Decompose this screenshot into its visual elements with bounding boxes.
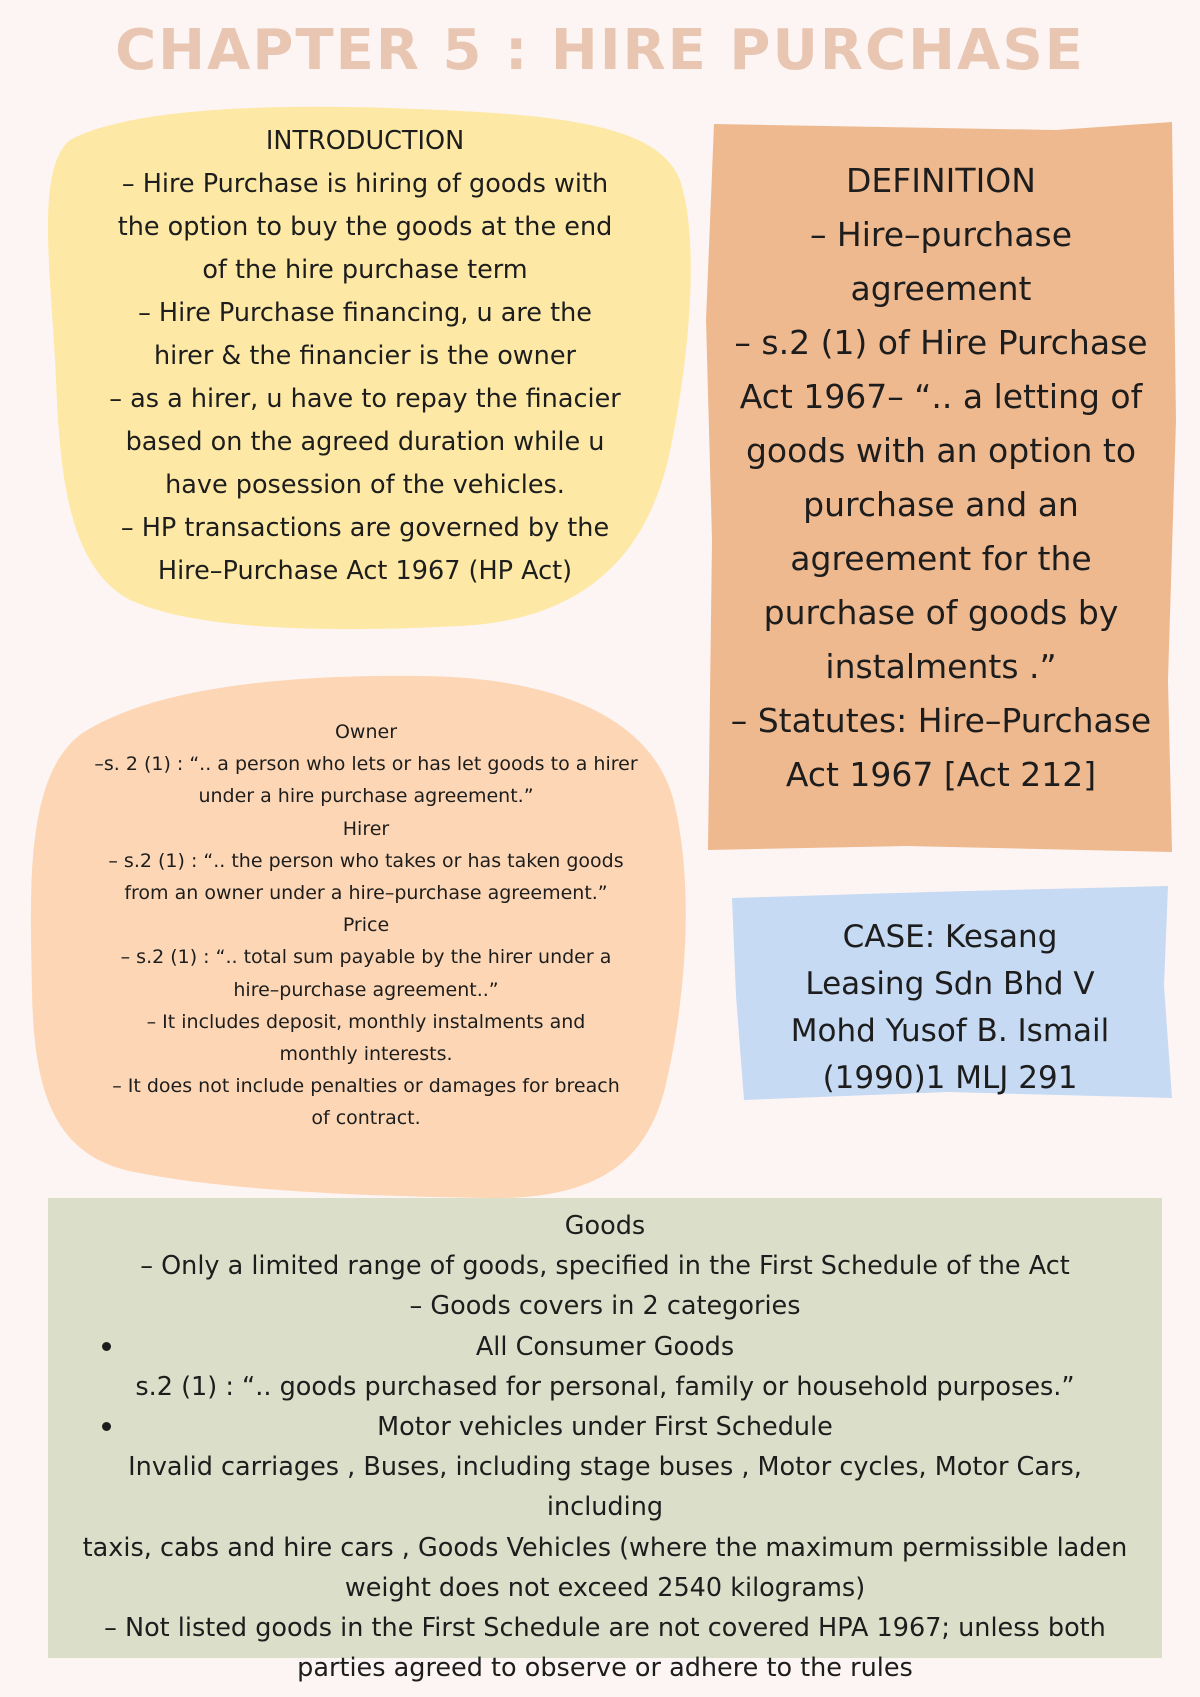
goods-text (68, 1206, 1142, 1688)
terms-line: monthly interests. (279, 1043, 453, 1066)
goods-bullet-item (68, 1327, 1142, 1367)
terms-line: from an owner under a hire–purchase agreement.” (124, 882, 608, 905)
definition-line: goods with an option to (745, 431, 1137, 470)
definition-line: Act 1967 [Act 212] (785, 755, 1097, 794)
case-card (728, 886, 1172, 1100)
definition-line: instalments .” (825, 647, 1057, 686)
definition-line: purchase and an (803, 485, 1079, 524)
terms-line: – It includes deposit, monthly instalments and (146, 1010, 586, 1033)
goods-line: – Not listed goods in the First Schedule are not covered HPA 1967; unless both (104, 1613, 1106, 1644)
terms-line: – s.2 (1) : “.. the person who takes or has taken goods (108, 849, 624, 872)
definition-line: purchase of goods by (763, 593, 1119, 632)
introduction-line: – Hire Purchase is hiring of goods with (121, 169, 609, 199)
bullet-icon (102, 1422, 111, 1431)
goods-line: weight does not exceed 2540 kilograms) (344, 1572, 866, 1603)
goods-line: – Only a limited range of goods, specified in the First Schedule of the Act (140, 1251, 1070, 1282)
goods-bullet-item (68, 1407, 1142, 1447)
definition-card (706, 120, 1176, 856)
case-line: (1990)1 MLJ 291 (822, 1060, 1078, 1096)
introduction-line: – Hire Purchase financing, u are the (138, 298, 592, 328)
definition-line: Act 1967– “.. a letting of (739, 377, 1143, 416)
terms-line: –s. 2 (1) : “.. a person who lets or has let goods to a hirer (94, 753, 638, 776)
terms-line: under a hire purchase agreement.” (198, 785, 534, 808)
bullet-icon (102, 1342, 111, 1351)
introduction-line: have posession of the vehicles. (165, 470, 565, 500)
introduction-line: – as a hirer, u have to repay the finacier (109, 384, 621, 414)
terms-card (24, 672, 704, 1200)
case-line: Mohd Yusof B. Ismail (790, 1013, 1110, 1049)
introduction-line: hirer & the financier is the owner (153, 341, 576, 371)
terms-line: hire–purchase agreement..” (233, 978, 499, 1001)
goods-bullet-text: All Consumer Goods (475, 1331, 735, 1362)
terms-text (76, 716, 656, 1135)
introduction-line: Hire–Purchase Act 1967 (HP Act) (157, 556, 573, 586)
case-line: Leasing Sdn Bhd V (805, 966, 1095, 1002)
introduction-card (40, 100, 700, 630)
case-line: CASE: Kesang (842, 919, 1058, 955)
definition-line: – Statutes: Hire–Purchase (730, 701, 1152, 740)
term-heading-owner: Owner (334, 721, 398, 743)
goods-heading: Goods (564, 1211, 646, 1241)
introduction-line: of the hire purchase term (202, 255, 528, 285)
definition-line: agreement for the (790, 539, 1092, 578)
terms-line: of contract. (311, 1107, 421, 1130)
goods-line: – Goods covers in 2 categories (409, 1291, 801, 1322)
introduction-line: – HP transactions are governed by the (120, 513, 610, 543)
case-text (734, 914, 1166, 1102)
page-title: CHAPTER 5 : HIRE PURCHASE (115, 18, 1085, 83)
goods-card (48, 1198, 1162, 1684)
definition-heading: DEFINITION (846, 161, 1036, 200)
introduction-heading: INTRODUCTION (265, 126, 465, 156)
goods-bullet-text: Motor vehicles under First Schedule (377, 1412, 833, 1443)
goods-line: Invalid carriages , Buses, including stage buses , Motor cycles, Motor Cars, including (128, 1452, 1082, 1523)
introduction-line: based on the agreed duration while u (125, 427, 605, 457)
definition-line: – Hire–purchase (809, 215, 1073, 254)
terms-line: – It does not include penalties or damages for breach (112, 1075, 620, 1098)
definition-line: agreement (850, 269, 1032, 308)
goods-line: s.2 (1) : “.. goods purchased for personal, family or household purposes.” (135, 1371, 1075, 1402)
introduction-line: the option to buy the goods at the end (117, 212, 613, 242)
introduction-text (80, 120, 650, 593)
definition-line: – s.2 (1) of Hire Purchase (734, 323, 1148, 362)
definition-text (712, 154, 1170, 802)
goods-line: parties agreed to observe or adhere to the rules (297, 1653, 913, 1684)
terms-line: – s.2 (1) : “.. total sum payable by the hirer under a (120, 946, 612, 969)
goods-line: taxis, cabs and hire cars , Goods Vehicles (where the maximum permissible laden (82, 1532, 1128, 1563)
term-heading-hirer: Hirer (342, 817, 390, 840)
term-heading-price: Price (342, 914, 390, 937)
